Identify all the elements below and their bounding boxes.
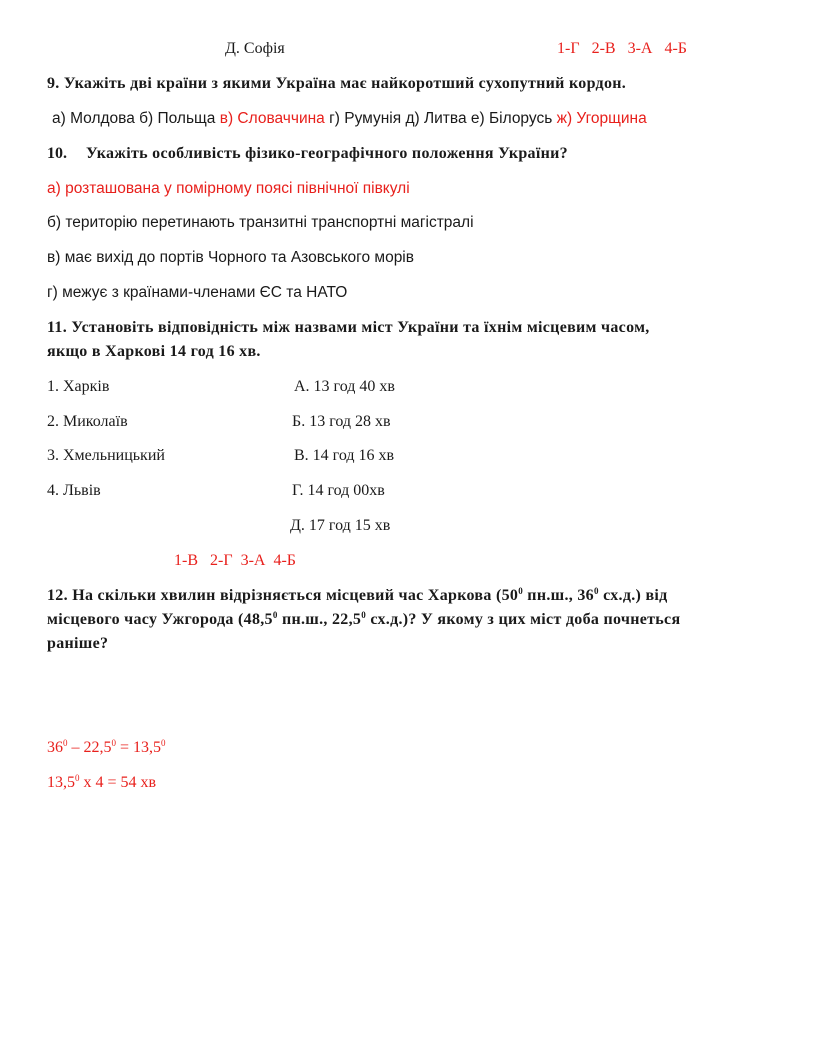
- q12-question-line3: раніше?: [47, 635, 109, 652]
- q11-time-d: Д. 17 год 15 хв: [290, 517, 391, 534]
- degree-superscript: 0: [75, 773, 80, 783]
- q11-question-line1: 11. Установіть відповідність між назвами міст України та їхнім місцевим часом,: [47, 319, 650, 336]
- degree-superscript: 0: [272, 610, 278, 620]
- q9-options: [52, 109, 647, 129]
- prev-answer: 1-Г 2-В 3-А 4-Б: [557, 40, 687, 57]
- calc-value: = 13,5: [116, 739, 162, 756]
- q9-question: 9. Укажіть дві країни з якими Україна має найкоротший сухопутний кордон.: [47, 75, 627, 92]
- q11-answer: 1-В 2-Г 3-А 4-Б: [174, 552, 296, 569]
- q9-option-a: а) Молдова: [52, 110, 135, 127]
- calc-value: – 22,5: [67, 739, 112, 756]
- q12-text-4: місцевого часу Ужгорода (48,5: [47, 611, 273, 628]
- q9-option-b: б) Польща: [139, 110, 216, 127]
- q11-city-1: 1. Харків: [47, 378, 110, 395]
- q12-calc-line2: [47, 773, 156, 793]
- q12-calc-line1: [47, 738, 166, 758]
- q10-option-b: б) територію перетинають транзитні транспортні магістралі: [47, 214, 474, 231]
- q9-option-d: д) Литва: [405, 110, 467, 127]
- q10-option-g: г) межує з країнами-членами ЄС та НАТО: [47, 284, 348, 301]
- q11-time-b: Б. 13 год 28 хв: [292, 413, 391, 430]
- q12-text-3: сх.д.) від: [598, 587, 668, 604]
- degree-superscript: 0: [593, 586, 599, 596]
- q11-question-line2: якщо в Харкові 14 год 16 хв.: [47, 343, 261, 360]
- calc-value: х 4 = 54 хв: [79, 774, 157, 791]
- calc-value: 36: [47, 739, 63, 756]
- q12-text-1: 12. На скільки хвилин відрізняється місцевий час Харкова (50: [47, 587, 519, 604]
- degree-superscript: 0: [361, 610, 367, 620]
- q10-option-v: в) має вихід до портів Чорного та Азовського морів: [47, 249, 414, 266]
- q12-question-line2: [47, 610, 680, 630]
- q12-text-2: пн.ш., 36: [523, 587, 594, 604]
- calc-value: 13,5: [47, 774, 75, 791]
- q10-number: 10.: [47, 145, 67, 162]
- q10-option-a: а) розташована у помірному поясі північної півкулі: [47, 180, 410, 197]
- q11-city-3: 3. Хмельницький: [47, 447, 165, 464]
- q9-option-zh: ж) Угорщина: [556, 110, 647, 127]
- degree-superscript: 0: [518, 586, 523, 596]
- q12-text-5: пн.ш., 22,5: [277, 611, 362, 628]
- degree-superscript: 0: [161, 738, 166, 748]
- q11-time-g: Г. 14 год 00хв: [292, 482, 385, 499]
- prev-option-d: Д. Софія: [225, 40, 285, 57]
- q12-question-line1: [47, 586, 668, 606]
- q9-option-e: е) Білорусь: [470, 110, 553, 127]
- q10-question: Укажіть особливість фізико-географічного положення України?: [86, 145, 568, 162]
- q11-city-4: 4. Львів: [47, 482, 101, 499]
- q12-text-6: сх.д.)? У якому з цих міст доба почнеться: [366, 611, 681, 628]
- degree-superscript: 0: [111, 738, 116, 748]
- q11-time-v: В. 14 год 16 хв: [294, 447, 395, 464]
- degree-superscript: 0: [63, 738, 68, 748]
- q11-time-a: А. 13 год 40 хв: [294, 378, 395, 395]
- q9-option-v: в) Словаччина: [219, 110, 325, 127]
- q9-option-g: г) Румунія: [329, 110, 402, 127]
- q11-city-2: 2. Миколаїв: [47, 413, 128, 430]
